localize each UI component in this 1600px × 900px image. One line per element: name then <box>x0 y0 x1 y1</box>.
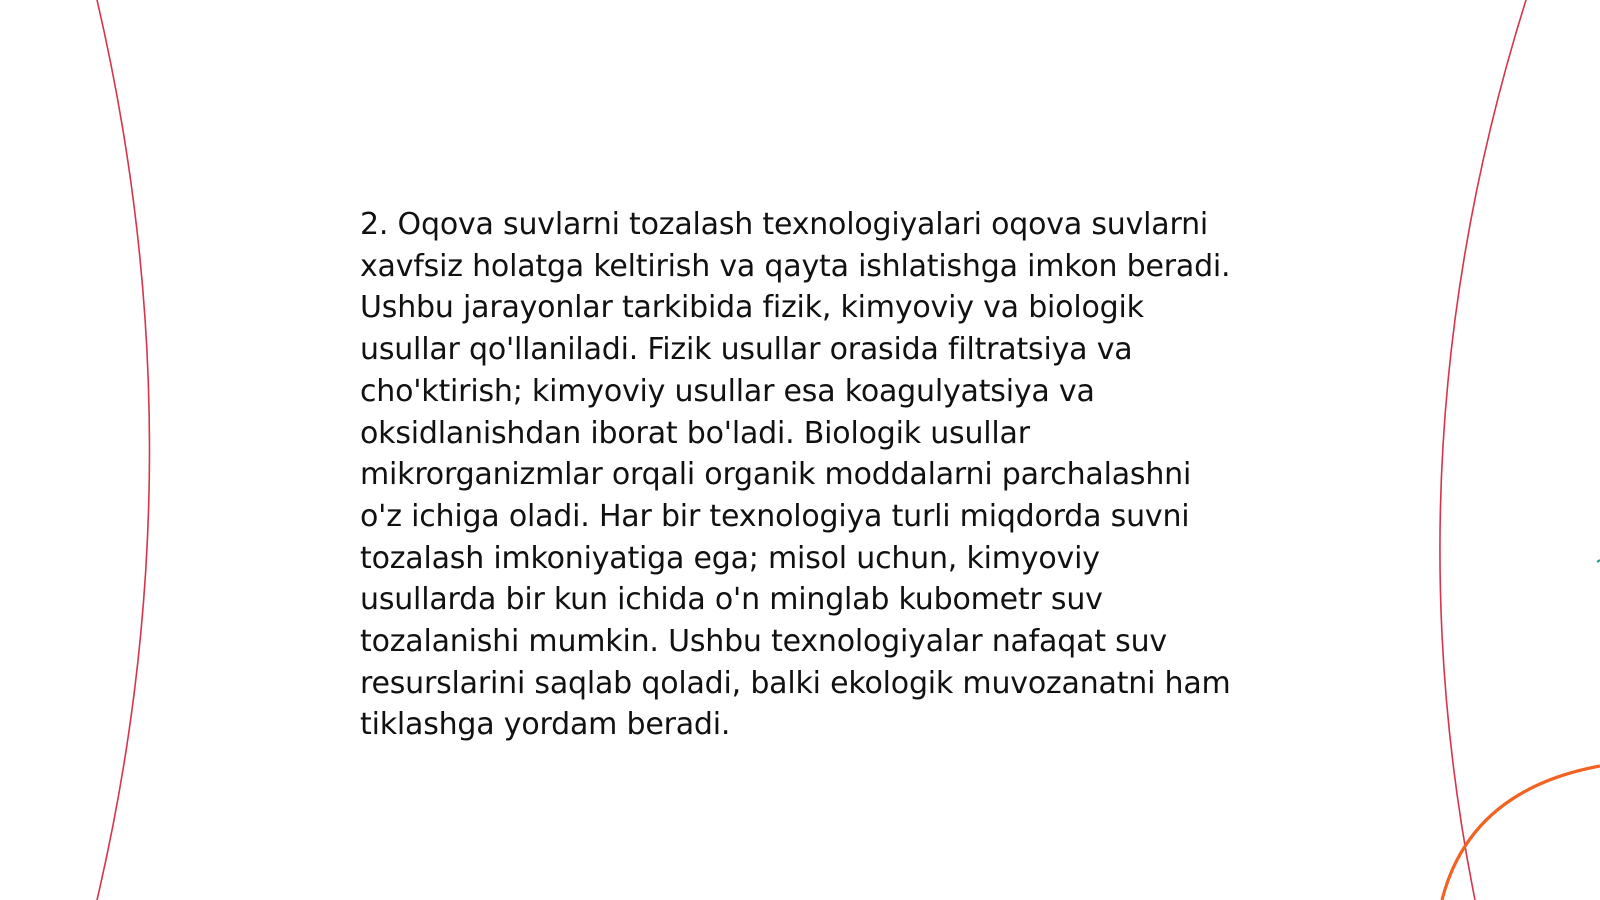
bottom-right-accent-arc <box>1442 766 1600 900</box>
right-curve-line <box>1440 0 1526 900</box>
left-curve-line <box>97 0 150 900</box>
slide-body-text: 2. Oqova suvlarni tozalash texnologiyalari oqova suvlarni xavfsiz holatga keltirish va qayta ishlatishga imkon beradi. Ushbu jarayonlar tarkibida fizik, kimyoviy va biologik usullar qo'llaniladi. Fizik usullar orasida filtratsiya va cho'ktirish; kimyoviy usullar esa koagulyatsiya va oksidlanishdan iborat bo'ladi. Biologik usullar mikrorganizmlar orqali organik moddalarni parchalashni o'z ichiga oladi. Har bir texnologiya turli miqdorda suvni tozalash imkoniyatiga ega; misol uchun, kimyoviy usullarda bir kun ichida o'n minglab kubometr suv tozalanishi mumkin. Ushbu texnologiyalar nafaqat suv resurslarini saqlab qoladi, balki ekologik muvozanatni ham tiklashga yordam beradi. <box>360 207 1231 743</box>
